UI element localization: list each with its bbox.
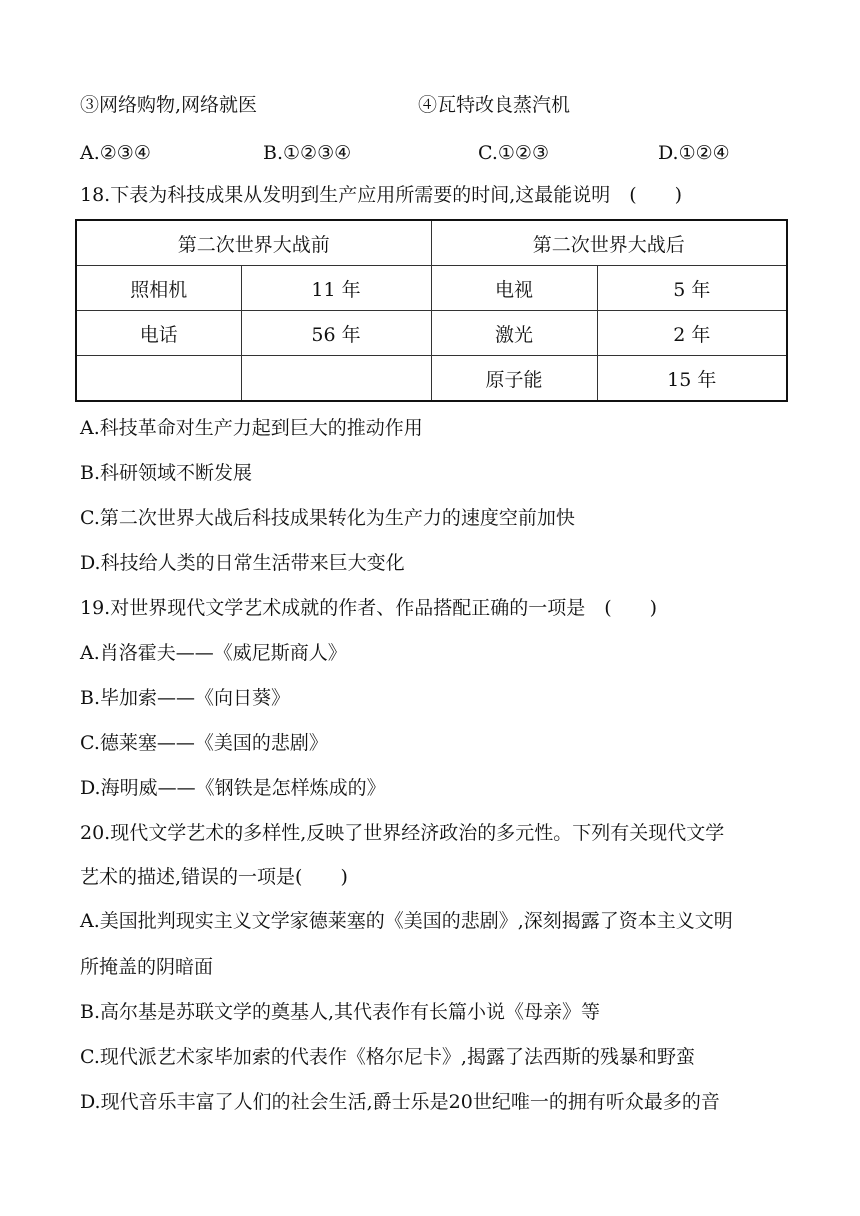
q20-stem-line-1: 20.现代文学艺术的多样性,反映了世界经济政治的多元性。下列有关现代文学 <box>80 822 725 844</box>
q20-option-b: B.高尔基是苏联文学的奠基人,其代表作有长篇小说《母亲》等 <box>80 1001 601 1023</box>
table-cell: 11 年 <box>241 266 431 311</box>
table-header-before: 第二次世界大战前 <box>76 220 431 266</box>
q17-item-3: ③网络购物,网络就医 <box>80 94 258 116</box>
table-row <box>76 356 787 402</box>
q17-option-c: C.①②③ <box>478 142 549 164</box>
table-row <box>76 311 787 356</box>
table-header-after: 第二次世界大战后 <box>431 220 787 266</box>
table-cell: 15 年 <box>597 356 787 402</box>
q17-option-a: A.②③④ <box>80 142 151 164</box>
q18-option-c: C.第二次世界大战后科技成果转化为生产力的速度空前加快 <box>80 507 575 529</box>
q19-option-a: A.肖洛霍夫——《威尼斯商人》 <box>80 642 347 664</box>
q18-table <box>75 219 788 402</box>
q18-option-a: A.科技革命对生产力起到巨大的推动作用 <box>80 417 423 439</box>
table-cell: 照相机 <box>76 266 241 311</box>
table-cell <box>76 356 241 402</box>
table-cell: 56 年 <box>241 311 431 356</box>
q17-options <box>80 140 780 166</box>
table-cell: 激光 <box>431 311 597 356</box>
table-cell: 电话 <box>76 311 241 356</box>
q20-option-c: C.现代派艺术家毕加索的代表作《格尔尼卡》,揭露了法西斯的残暴和野蛮 <box>80 1046 695 1068</box>
q20-option-d: D.现代音乐丰富了人们的社会生活,爵士乐是20世纪唯一的拥有听众最多的音 <box>80 1091 720 1113</box>
q19-option-b: B.毕加索——《向日葵》 <box>80 687 291 709</box>
table-cell: 电视 <box>431 266 597 311</box>
table-cell <box>241 356 431 402</box>
q18-stem: 18.下表为科技成果从发明到生产应用所需要的时间,这最能说明 ( ) <box>80 184 683 206</box>
q19-option-c: C.德莱塞——《美国的悲剧》 <box>80 732 328 754</box>
table-row <box>76 266 787 311</box>
q17-item-4: ④瓦特改良蒸汽机 <box>418 94 571 116</box>
table-cell: 5 年 <box>597 266 787 311</box>
q20-option-a-line-2: 所掩盖的阴暗面 <box>80 956 214 978</box>
table-cell: 原子能 <box>431 356 597 402</box>
table-cell: 2 年 <box>597 311 787 356</box>
table-header-row <box>76 220 787 266</box>
q20-option-a-line-1: A.美国批判现实主义文学家德莱塞的《美国的悲剧》,深刻揭露了资本主义文明 <box>80 910 733 932</box>
q17-option-d: D.①②④ <box>658 142 730 164</box>
q18-option-d: D.科技给人类的日常生活带来巨大变化 <box>80 552 405 574</box>
q20-stem-line-2: 艺术的描述,错误的一项是( ) <box>80 866 348 888</box>
q19-option-d: D.海明威——《钢铁是怎样炼成的》 <box>80 777 386 799</box>
q19-stem: 19.对世界现代文学艺术成就的作者、作品搭配正确的一项是 ( ) <box>80 597 658 619</box>
q17-option-b: B.①②③④ <box>263 142 352 164</box>
q18-option-b: B.科研领域不断发展 <box>80 462 253 484</box>
